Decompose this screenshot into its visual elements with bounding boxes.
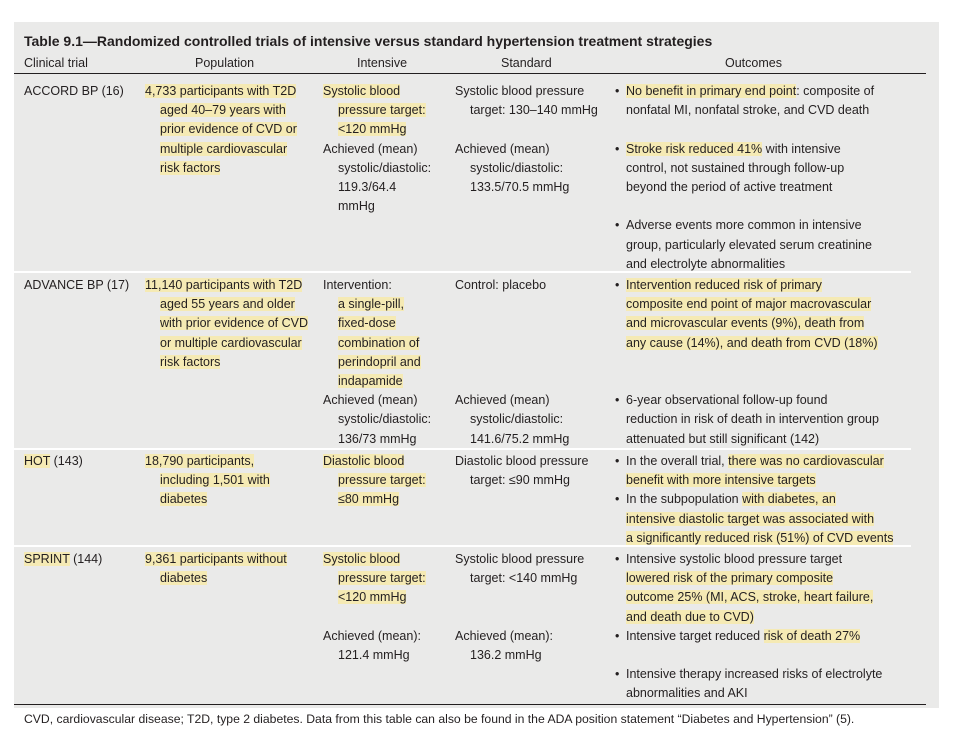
highlighted-text: HOT bbox=[24, 454, 51, 468]
population-line bbox=[145, 314, 308, 333]
trial-name bbox=[24, 276, 129, 295]
text-segment: (143) bbox=[50, 454, 83, 468]
outcome-bullet bbox=[614, 665, 882, 703]
outcome-line bbox=[614, 471, 884, 490]
text-segment: Control: placebo bbox=[455, 278, 547, 292]
highlighted-text: lowered risk of the primary composite bbox=[626, 571, 834, 586]
text-segment: systolic/diastolic: bbox=[470, 412, 564, 427]
population-cell bbox=[145, 82, 297, 178]
highlighted-text: outcome 25% (MI, ACS, stroke, heart failure, bbox=[626, 590, 874, 605]
population-line bbox=[145, 140, 297, 159]
intensive-line bbox=[323, 430, 431, 449]
text-segment: In the subpopulation bbox=[626, 492, 743, 507]
intensive-line bbox=[323, 276, 421, 295]
intensive-line bbox=[323, 569, 426, 588]
outcome-line bbox=[614, 334, 878, 353]
outcome-line bbox=[614, 314, 878, 333]
highlighted-text: Intervention reduced risk of primary bbox=[626, 278, 822, 292]
intensive-line bbox=[323, 197, 431, 216]
header-rule bbox=[14, 73, 926, 74]
intensive-line bbox=[323, 490, 426, 509]
text-segment: Achieved (mean) bbox=[323, 141, 418, 156]
text-segment: systolic/diastolic: bbox=[470, 160, 564, 175]
population-line bbox=[145, 101, 297, 120]
highlighted-text: 11,140 participants with T2D bbox=[145, 278, 303, 292]
intensive-line bbox=[323, 140, 431, 159]
highlighted-text: ≤80 mmHg bbox=[338, 492, 400, 507]
text-segment: reduction in risk of death in intervention group bbox=[626, 412, 879, 427]
outcome-bullet bbox=[614, 276, 878, 353]
header-outcomes: Outcomes bbox=[725, 56, 782, 70]
highlighted-text: prior evidence of CVD or bbox=[160, 122, 297, 137]
standard-line bbox=[455, 646, 553, 665]
clinical-trial-cell bbox=[24, 276, 129, 295]
highlighted-text: diabetes bbox=[160, 571, 208, 586]
population-line bbox=[145, 295, 308, 314]
outcome-bullet bbox=[614, 391, 879, 449]
outcome-line bbox=[614, 101, 874, 120]
standard-line bbox=[455, 159, 569, 178]
standard-line bbox=[455, 276, 546, 295]
outcome-line bbox=[614, 216, 872, 235]
outcome-line bbox=[614, 295, 878, 314]
outcome-line bbox=[614, 608, 873, 627]
text-segment: attenuated but still significant (142) bbox=[626, 431, 820, 446]
trial-name bbox=[24, 82, 124, 101]
trial-name bbox=[24, 550, 102, 569]
intensive-line bbox=[323, 82, 426, 101]
outcome-line bbox=[614, 550, 873, 569]
highlighted-text: diabetes bbox=[160, 492, 208, 507]
standard-line bbox=[455, 452, 588, 471]
highlighted-text: Stroke risk reduced 41% bbox=[626, 141, 763, 156]
outcome-line bbox=[614, 178, 844, 197]
intensive-cell bbox=[323, 140, 431, 217]
text-segment: Intervention: bbox=[323, 278, 392, 292]
highlighted-text: pressure target: bbox=[338, 103, 426, 118]
text-segment: Achieved (mean) bbox=[455, 393, 550, 408]
standard-cell bbox=[455, 82, 598, 120]
standard-cell bbox=[455, 550, 584, 588]
highlighted-text: or multiple cardiovascular bbox=[160, 335, 302, 350]
highlighted-text: indapamide bbox=[338, 374, 403, 389]
outcome-line bbox=[614, 430, 879, 449]
intensive-line bbox=[323, 550, 426, 569]
intensive-line bbox=[323, 334, 421, 353]
outcome-line bbox=[614, 236, 872, 255]
text-segment: systolic/diastolic: bbox=[338, 412, 432, 427]
highlighted-text: Diastolic blood bbox=[323, 454, 405, 468]
highlighted-text: composite end point of major macrovascular bbox=[626, 297, 872, 312]
highlighted-text: SPRINT bbox=[24, 552, 70, 566]
highlighted-text: 4,733 participants with T2D bbox=[145, 84, 297, 98]
bottom-rule bbox=[14, 704, 926, 705]
highlighted-text: any cause (14%), and death from CVD (18%) bbox=[626, 335, 878, 350]
header-clinical-trial: Clinical trial bbox=[24, 56, 88, 70]
outcome-line bbox=[614, 684, 882, 703]
highlighted-text: risk factors bbox=[160, 160, 221, 175]
text-segment: Achieved (mean) bbox=[455, 141, 550, 156]
intensive-line bbox=[323, 627, 421, 646]
outcome-line bbox=[614, 276, 878, 295]
text-segment: group, particularly elevated serum creatinine bbox=[626, 237, 872, 252]
standard-line bbox=[455, 569, 584, 588]
outcome-bullet bbox=[614, 490, 893, 548]
outcome-line bbox=[614, 510, 893, 529]
highlighted-text: including 1,501 with bbox=[160, 473, 270, 488]
population-cell bbox=[145, 452, 270, 510]
highlighted-text: combination of bbox=[338, 335, 420, 350]
text-segment: : composite of bbox=[796, 84, 875, 98]
population-line bbox=[145, 82, 297, 101]
header-standard: Standard bbox=[501, 56, 552, 70]
outcome-line bbox=[614, 452, 884, 471]
standard-line bbox=[455, 391, 569, 410]
text-segment: Intensive target reduced bbox=[626, 628, 764, 643]
standard-line bbox=[455, 471, 588, 490]
highlighted-text: <120 mmHg bbox=[338, 590, 407, 605]
clinical-trial-cell bbox=[24, 82, 124, 101]
text-segment: 119.3/64.4 bbox=[338, 180, 397, 194]
outcome-bullet bbox=[614, 216, 872, 274]
text-segment: Systolic blood pressure bbox=[455, 84, 585, 98]
table-title: Table 9.1—Randomized controlled trials of intensive versus standard hypertension treatment strategies bbox=[24, 33, 713, 49]
text-segment: Diastolic blood pressure bbox=[455, 454, 589, 468]
outcome-line bbox=[614, 410, 879, 429]
text-segment: abnormalities and AKI bbox=[626, 686, 748, 701]
intensive-line bbox=[323, 471, 426, 490]
population-line bbox=[145, 353, 308, 372]
population-cell bbox=[145, 276, 308, 372]
intensive-cell bbox=[323, 550, 426, 608]
header-intensive: Intensive bbox=[357, 56, 408, 70]
population-line bbox=[145, 569, 287, 588]
highlighted-text: pressure target: bbox=[338, 571, 426, 586]
clinical-trial-cell bbox=[24, 550, 102, 569]
intensive-line bbox=[323, 101, 426, 120]
population-line bbox=[145, 471, 270, 490]
standard-cell bbox=[455, 627, 553, 665]
standard-cell bbox=[455, 140, 569, 198]
intensive-cell bbox=[323, 276, 421, 391]
outcome-bullet bbox=[614, 627, 860, 646]
text-segment: 136/73 mmHg bbox=[338, 431, 417, 446]
intensive-line bbox=[323, 452, 426, 471]
text-segment: target: 130–140 mmHg bbox=[470, 103, 598, 118]
outcome-line bbox=[614, 140, 844, 159]
text-segment: Intensive therapy increased risks of electrolyte bbox=[626, 667, 883, 682]
standard-cell bbox=[455, 391, 569, 449]
text-segment: with intensive bbox=[762, 141, 841, 156]
text-segment: 6-year observational follow-up found bbox=[626, 393, 828, 408]
intensive-line bbox=[323, 391, 431, 410]
outcome-line bbox=[614, 82, 874, 101]
intensive-line bbox=[323, 178, 431, 197]
highlighted-text: Systolic blood bbox=[323, 84, 401, 98]
highlighted-text: pressure target: bbox=[338, 473, 426, 488]
highlighted-text: risk factors bbox=[160, 354, 221, 369]
text-segment: mmHg bbox=[338, 199, 375, 214]
intensive-line bbox=[323, 314, 421, 333]
highlighted-text: a single-pill, bbox=[338, 297, 405, 312]
standard-line bbox=[455, 410, 569, 429]
text-segment: target: ≤90 mmHg bbox=[470, 473, 570, 488]
trial-name bbox=[24, 452, 83, 471]
text-segment: Systolic blood pressure bbox=[455, 552, 585, 566]
outcome-line bbox=[614, 391, 879, 410]
text-segment: In the overall trial, bbox=[626, 454, 729, 468]
text-segment: Achieved (mean) bbox=[323, 393, 418, 408]
highlighted-text: there was no cardiovascular bbox=[728, 454, 884, 468]
text-segment: ADVANCE BP (17) bbox=[24, 278, 130, 292]
outcome-bullet bbox=[614, 140, 844, 198]
highlighted-text: perindopril and bbox=[338, 354, 421, 369]
population-line bbox=[145, 120, 297, 139]
text-segment: Adverse events more common in intensive bbox=[626, 218, 862, 233]
intensive-line bbox=[323, 588, 426, 607]
intensive-cell bbox=[323, 391, 431, 449]
standard-line bbox=[455, 627, 553, 646]
highlighted-text: risk of death 27% bbox=[763, 628, 861, 643]
text-segment: 133.5/70.5 mmHg bbox=[470, 180, 570, 194]
text-segment: Intensive systolic blood pressure target bbox=[626, 552, 843, 566]
population-line bbox=[145, 550, 287, 569]
highlighted-text: multiple cardiovascular bbox=[160, 141, 288, 156]
standard-cell bbox=[455, 276, 546, 295]
highlighted-text: with prior evidence of CVD bbox=[160, 316, 308, 331]
text-segment: 141.6/75.2 mmHg bbox=[470, 431, 570, 446]
outcome-line bbox=[614, 588, 873, 607]
outcome-line bbox=[614, 627, 860, 646]
text-segment: 121.4 mmHg bbox=[338, 648, 410, 662]
standard-line bbox=[455, 430, 569, 449]
text-segment: beyond the period of active treatment bbox=[626, 180, 833, 194]
text-segment: systolic/diastolic: bbox=[338, 160, 432, 175]
intensive-line bbox=[323, 372, 421, 391]
text-segment: 136.2 mmHg bbox=[470, 648, 542, 662]
highlighted-text: 9,361 participants without bbox=[145, 552, 287, 566]
outcome-bullet bbox=[614, 82, 874, 120]
text-segment: (144) bbox=[69, 552, 103, 566]
text-segment: control, not sustained through follow-up bbox=[626, 160, 845, 175]
highlighted-text: and microvascular events (9%), death from bbox=[626, 316, 865, 331]
highlighted-text: No benefit in primary end point bbox=[626, 84, 797, 98]
outcome-bullet bbox=[614, 452, 884, 490]
highlighted-text: with diabetes, an bbox=[742, 492, 836, 507]
table-footnote: CVD, cardiovascular disease; T2D, type 2 diabetes. Data from this table can also be found in the ADA position statement “Diabetes and Hypertension” (5). bbox=[24, 712, 855, 726]
intensive-line bbox=[323, 295, 421, 314]
population-line bbox=[145, 159, 297, 178]
standard-line bbox=[455, 140, 569, 159]
outcome-bullet bbox=[614, 550, 873, 627]
intensive-line bbox=[323, 120, 426, 139]
highlighted-text: aged 55 years and older bbox=[160, 297, 295, 312]
text-segment: ACCORD BP (16) bbox=[24, 84, 124, 98]
outcome-line bbox=[614, 490, 893, 509]
population-line bbox=[145, 334, 308, 353]
standard-cell bbox=[455, 452, 588, 490]
highlighted-text: a significantly reduced risk (51%) of CVD events bbox=[626, 530, 894, 545]
text-segment: and electrolyte abnormalities bbox=[626, 256, 786, 271]
outcome-line bbox=[614, 159, 844, 178]
highlighted-text: aged 40–79 years with bbox=[160, 103, 286, 118]
text-segment: Achieved (mean): bbox=[323, 628, 421, 643]
population-line bbox=[145, 452, 270, 471]
standard-line bbox=[455, 101, 598, 120]
intensive-cell bbox=[323, 452, 426, 510]
intensive-line bbox=[323, 410, 431, 429]
outcome-line bbox=[614, 255, 872, 274]
intensive-line bbox=[323, 353, 421, 372]
outcome-line bbox=[614, 569, 873, 588]
intensive-line bbox=[323, 646, 421, 665]
highlighted-text: benefit with more intensive targets bbox=[626, 473, 816, 488]
highlighted-text: <120 mmHg bbox=[338, 122, 407, 137]
population-line bbox=[145, 276, 308, 295]
highlighted-text: 18,790 participants, bbox=[145, 454, 255, 468]
clinical-trial-cell bbox=[24, 452, 83, 471]
text-segment: nonfatal MI, nonfatal stroke, and CVD death bbox=[626, 103, 870, 118]
population-line bbox=[145, 490, 270, 509]
standard-line bbox=[455, 550, 584, 569]
highlighted-text: and death due to CVD) bbox=[626, 609, 754, 624]
intensive-cell bbox=[323, 82, 426, 140]
intensive-line bbox=[323, 159, 431, 178]
outcome-line bbox=[614, 665, 882, 684]
text-segment: Achieved (mean): bbox=[455, 628, 553, 643]
standard-line bbox=[455, 178, 569, 197]
highlighted-text: Systolic blood bbox=[323, 552, 401, 566]
population-cell bbox=[145, 550, 287, 588]
highlighted-text: intensive diastolic target was associated with bbox=[626, 511, 875, 526]
text-segment: target: <140 mmHg bbox=[470, 571, 578, 586]
highlighted-text: fixed-dose bbox=[338, 316, 396, 331]
standard-line bbox=[455, 82, 598, 101]
header-population: Population bbox=[195, 56, 255, 70]
outcome-line bbox=[614, 529, 893, 548]
intensive-cell bbox=[323, 627, 421, 665]
